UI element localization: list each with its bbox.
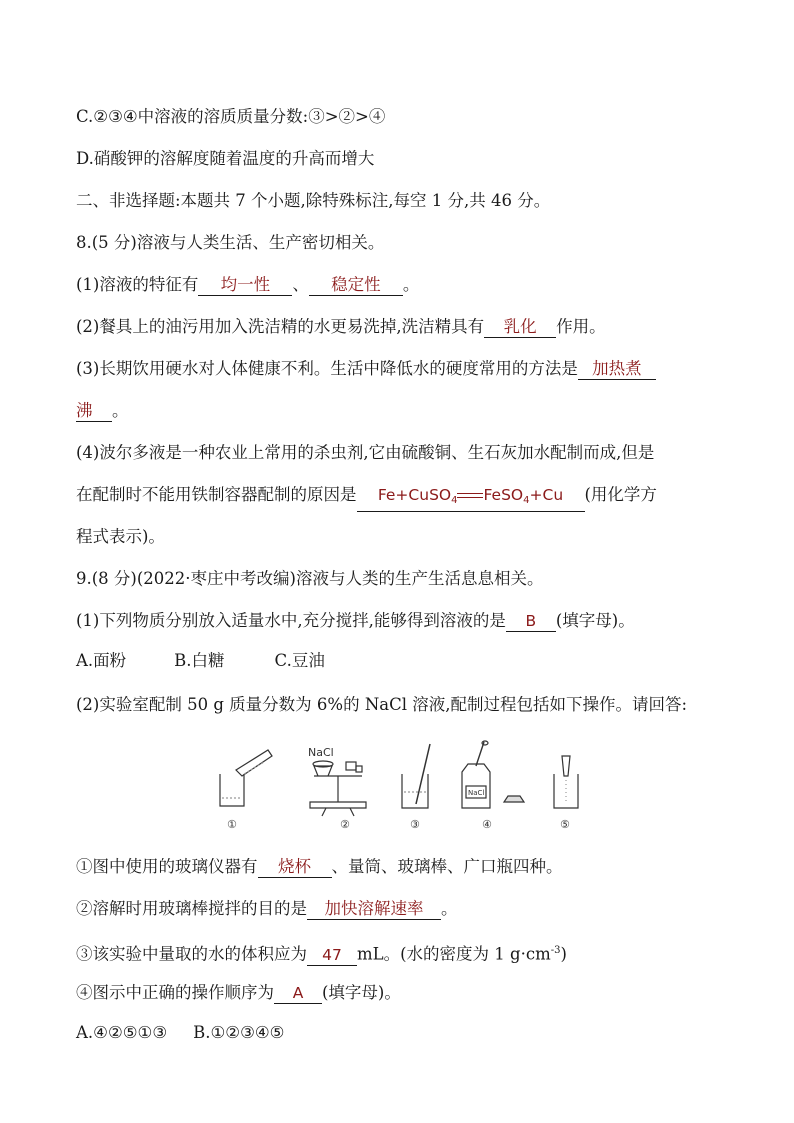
paper-pour-icon — [554, 756, 578, 808]
q9-part1-end: (填字母)。 — [555, 611, 635, 630]
nacl-bottle-label: NaCl — [468, 789, 485, 797]
q8-part4-end: (用化学方 — [584, 485, 657, 504]
q9-2-b-end: 。 — [441, 899, 458, 918]
beaker-pour-icon — [220, 750, 272, 806]
q8-part4-line2 — [76, 484, 657, 512]
step-label-2: ② — [340, 818, 350, 831]
q9-answer-beaker: 烧杯 — [258, 857, 332, 878]
equals-sign-icon — [457, 491, 483, 501]
option-c: C.②③④中溶液的溶质质量分数:③>②>④ — [76, 107, 386, 126]
q8-part4-line1: (4)波尔多液是一种农业上常用的杀虫剂,它由硫酸铜、生石灰加水配制而成,但是 — [76, 443, 655, 462]
q8-part3-text: (3)长期饮用硬水对人体健康不利。生活中降低水的硬度常用的方法是 — [76, 359, 578, 378]
q8-part3 — [76, 358, 656, 380]
q9-2-b — [76, 898, 458, 920]
section-heading: 二、非选择题:本题共 7 个小题,除特殊标注,每空 1 分,共 46 分。 — [76, 191, 551, 210]
q9-part2: (2)实验室配制 50 g 质量分数为 6%的 NaCl 溶液,配制过程包括如下操作。请回答: — [76, 695, 688, 714]
q9-2-c-end: mL。(水的密度为 1 g·cm — [357, 944, 551, 964]
eq-right-cu: +Cu — [529, 486, 564, 504]
q9-answer-speed: 加快溶解速率 — [307, 899, 441, 920]
q8-answer-emulsify: 乳化 — [484, 317, 556, 338]
q9-2-d — [76, 982, 401, 1004]
q9-2-c-sup: -3 — [550, 945, 561, 956]
q9-answer-a: A — [274, 983, 322, 1004]
stirring-beaker-icon — [402, 744, 430, 808]
q8-part1-text: (1)溶液的特征有 — [76, 275, 199, 294]
q9-part1 — [76, 610, 635, 632]
q9-2-d-options — [76, 1022, 284, 1044]
step-label-1: ① — [227, 818, 237, 831]
q8-part2-text: (2)餐具上的油污用加入洗洁精的水更易洗掉,洗洁精具有 — [76, 317, 485, 336]
q9-2-a — [76, 856, 563, 878]
nacl-balance-label: NaCl — [308, 746, 334, 759]
order-option-a: A.④②⑤①③ — [76, 1023, 168, 1042]
q9-part1-options — [76, 650, 325, 672]
q9-part1-text: (1)下列物质分别放入适量水中,充分搅拌,能够得到溶液的是 — [76, 611, 506, 630]
q9-answer-b: B — [506, 611, 556, 632]
q9-2-b-text: ②溶解时用玻璃棒搅拌的目的是 — [76, 899, 307, 918]
step-label-3: ③ — [410, 818, 420, 831]
q9-2-c — [76, 940, 567, 966]
q8-part4-text: 在配制时不能用铁制容器配制的原因是 — [76, 485, 357, 504]
reagent-bottle-icon — [462, 741, 524, 808]
question-8-title: 8.(5 分)溶液与人类生活、生产密切相关。 — [76, 233, 385, 252]
q8-part2-end: 作用。 — [556, 317, 606, 336]
option-oil: C.豆油 — [274, 651, 325, 670]
q9-2-c-close: ) — [560, 944, 567, 964]
q9-2-c-text: ③该实验中量取的水的体积应为 — [76, 944, 307, 964]
q9-answer-47: 47 — [307, 945, 357, 966]
q8-answer-equation — [357, 485, 585, 512]
question-9-title: 9.(8 分)(2022·枣庄中考改编)溶液与人类的生产生活息息相关。 — [76, 569, 544, 588]
option-d: D.硝酸钾的溶解度随着温度的升高而增大 — [76, 149, 375, 168]
q8-part3-end: 。 — [112, 401, 129, 420]
step-label-5: ⑤ — [560, 818, 570, 831]
q8-answer-boil-a: 加热煮 — [578, 359, 656, 380]
q8-answer-boil-b: 沸 — [76, 401, 112, 422]
q8-answer-uniformity: 均一性 — [198, 275, 292, 296]
option-flour: A.面粉 — [76, 651, 127, 670]
q9-2-a-end: 、量筒、玻璃棒、广口瓶四种。 — [331, 857, 563, 876]
q8-part2 — [76, 316, 606, 338]
balance-scale-icon — [310, 761, 366, 816]
lab-procedure-figure — [214, 740, 594, 832]
order-option-b: B.①②③④⑤ — [193, 1023, 285, 1042]
q9-2-d-end: (填字母)。 — [322, 983, 401, 1002]
q9-2-d-text: ④图示中正确的操作顺序为 — [76, 983, 274, 1002]
eq-right: FeSO — [483, 486, 524, 504]
step-label-4: ④ — [482, 818, 492, 831]
q8-part1-end: 。 — [402, 275, 420, 294]
q8-part1 — [76, 274, 419, 296]
eq-left: Fe+CuSO — [377, 486, 452, 504]
q8-separator: 、 — [292, 275, 309, 294]
q8-part4-line3: 程式表示)。 — [76, 527, 165, 546]
q9-2-a-text: ①图中使用的玻璃仪器有 — [76, 857, 258, 876]
eq-right-sub: 4 — [523, 495, 530, 506]
q8-part3-cont — [76, 400, 129, 422]
q8-answer-stability: 稳定性 — [309, 275, 403, 296]
option-sugar: B.白糖 — [174, 651, 225, 670]
eq-left-sub: 4 — [451, 495, 458, 506]
